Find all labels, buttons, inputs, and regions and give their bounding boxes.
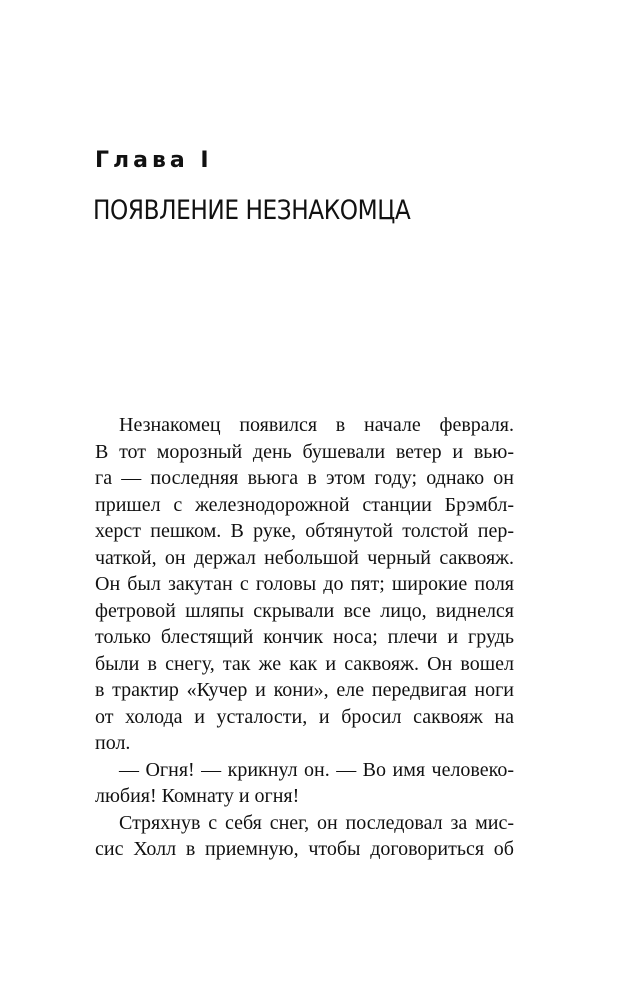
- text-line: были в снегу, так же как и саквояж. Он вошел: [95, 652, 514, 675]
- chapter-label: Глава I: [95, 148, 213, 173]
- text-line: чаткой, он держал небольшой черный саквояж.: [95, 546, 514, 569]
- chapter-title: ПОЯВЛЕНИЕ НЕЗНАКОМЦА: [93, 195, 411, 226]
- text-line: пришел с железнодорожной станции Брэмбл-: [95, 493, 514, 516]
- text-line: фетровой шляпы скрывали все лицо, виднелся: [95, 599, 514, 622]
- text-line: от холода и усталости, и бросил саквояж на: [95, 705, 514, 728]
- text-line: Незнакомец появился в начале февраля.: [119, 414, 514, 436]
- text-line: только блестящий кончик носа; плечи и грудь: [95, 626, 514, 648]
- text-line: Он был закутан с головы до пят; широкие поля: [95, 573, 514, 595]
- body-text: [95, 412, 514, 863]
- text-line: В тот морозный день бушевали ветер и вью-: [95, 440, 514, 463]
- text-line: га — последняя вьюга в этом году; однако он: [95, 467, 514, 489]
- text-line: сис Холл в приемную, чтобы договориться об: [95, 838, 514, 860]
- text-line: — Огня! — крикнул он. — Во имя человеко-: [119, 758, 514, 781]
- text-line: любия! Комнату и огня!: [95, 785, 300, 807]
- text-line: херст пешком. В руке, обтянутой толстой пер-: [95, 520, 514, 542]
- text-line: Стряхнув с себя снег, он последовал за мис-: [119, 811, 514, 834]
- text-line: пол.: [95, 732, 131, 754]
- text-line: в трактир «Кучер и кони», еле передвигая ноги: [95, 679, 514, 701]
